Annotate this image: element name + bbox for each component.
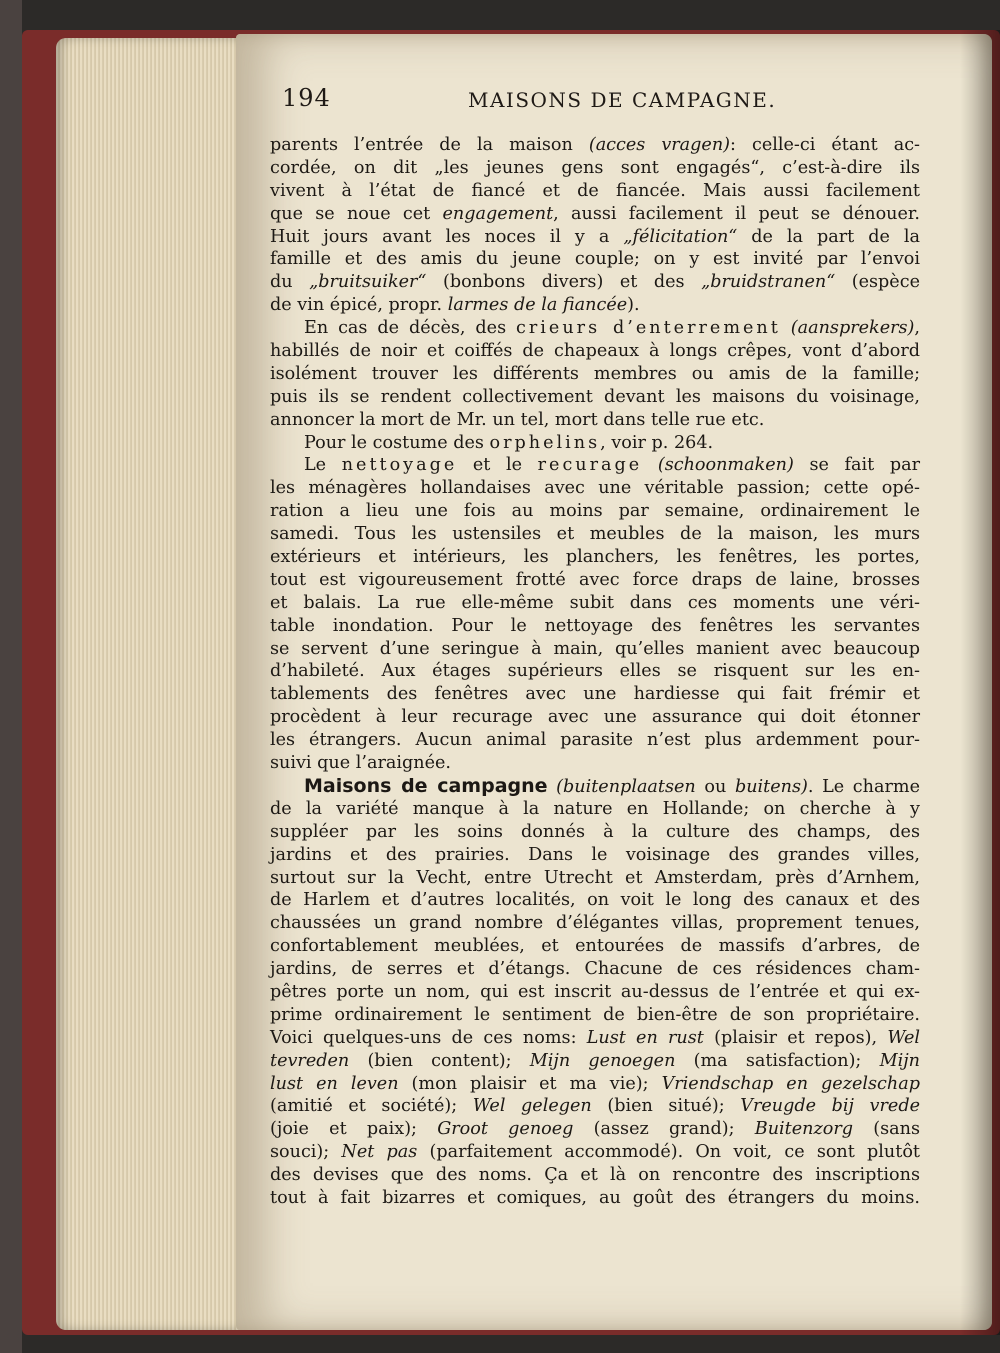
text-run: les ménagères hollandaises avec une véritable passion; cette opé- [270, 478, 920, 499]
text-run: (bien content); [349, 1050, 530, 1071]
text-run: (sans [853, 1119, 921, 1140]
text-line [270, 958, 920, 981]
text-run: (acces vragen) [588, 135, 731, 155]
text-line [270, 1118, 920, 1141]
text-run: Huit jours avant les noces il y a [270, 226, 624, 247]
text-line [270, 1050, 920, 1073]
text-run: (bien situé); [591, 1096, 741, 1117]
text-line [270, 409, 920, 432]
text-run: , [914, 318, 921, 339]
text-line [270, 294, 920, 317]
text-run: se fait par [793, 455, 920, 476]
text-run: jardins, de serres et d’étangs. Chacune de ces résidences cham- [270, 959, 920, 980]
text-run: crieurs d’enterrement [516, 318, 781, 339]
text-line [270, 363, 920, 386]
text-run: suppléer par les soins donnés à la culture des champs, des [270, 821, 920, 842]
text-run: ration a lieu une fois au moins par semaine, ordinairement le [270, 501, 920, 522]
body-text [270, 134, 920, 1210]
text-run: recurage [537, 455, 643, 476]
text-run: (buitenplaatsen [556, 776, 696, 797]
text-run: isolément trouver les différents membres ou amis de la famille; [270, 363, 920, 384]
page-number: 194 [282, 84, 331, 112]
text-run: (joie et paix); [270, 1119, 438, 1140]
text-line [270, 798, 920, 821]
text-line [270, 386, 920, 409]
text-run: tablements des fenêtres avec une hardiesse qui fait frémir et [270, 684, 920, 705]
text-run: jardins et des prairies. Dans le voisinage des grandes villes, [270, 844, 920, 865]
text-run: et balais. La rue elle-même subit dans ces moments une véri- [270, 592, 920, 613]
text-run: „bruidstranen“ [701, 272, 836, 293]
section-heading: Maisons de campagne [304, 774, 548, 797]
text-run: de vin épicé, propr. [270, 295, 448, 316]
text-run: samedi. Tous les ustensiles et meubles de la maison, les murs [270, 524, 920, 545]
text-run: : celle-ci étant ac- [730, 135, 920, 155]
text-run: , voir p. 264. [600, 432, 714, 453]
text-run: souci); [270, 1142, 342, 1163]
text-run: (schoonmaken) [657, 455, 794, 476]
text-run: Buitenzorg [754, 1119, 854, 1140]
text-run: de Harlem et d’autres localités, on voit le long des canaux et des [270, 890, 920, 911]
text-line [270, 981, 920, 1004]
text-run: Net pas [341, 1142, 418, 1163]
text-run: famille et des amis du jeune couple; on y est invité par l’envoi [270, 249, 920, 270]
text-run: (bonbons divers) et des [426, 272, 702, 293]
text-run: d’habileté. Aux étages supérieurs elles se risquent sur les en- [270, 661, 920, 682]
text-line [270, 180, 920, 203]
text-run: table inondation. Pour le nettoyage des fenêtres les servantes [270, 615, 920, 636]
text-run: nettoyage [341, 455, 458, 476]
text-run [781, 318, 791, 338]
text-run: Pour le costume des [304, 432, 490, 453]
text-line [270, 1187, 920, 1210]
text-run: pêtres porte un nom, qui est inscrit au-dessus de l’entrée et qui ex- [270, 981, 920, 1002]
text-line [270, 134, 920, 157]
text-run: et le [457, 455, 538, 476]
text-line [270, 889, 920, 912]
text-line [270, 1095, 920, 1118]
text-run: lust en leven [270, 1073, 399, 1094]
text-line [270, 432, 920, 455]
text-run: habillés de noir et coiffés de chapeaux à longs crêpes, vont d’abord [270, 341, 920, 362]
background-edge [0, 0, 22, 1353]
text-run: extérieurs et intérieurs, les planchers, les fenêtres, les portes, [270, 547, 920, 568]
text-run: tout est vigoureusement frotté avec force draps de laine, brosses [270, 569, 920, 590]
text-run: (mon plaisir et ma vie); [398, 1073, 662, 1094]
text-run: annoncer la mort de Mr. un tel, mort dans telle rue etc. [270, 409, 765, 430]
text-line [270, 546, 920, 569]
text-run: les étrangers. Aucun animal parasite n’est plus ardemment pour- [270, 730, 920, 751]
text-run: du [270, 272, 310, 293]
text-run: cordée, on dit „les jeunes gens sont engagés“, c’est-à-dire ils [270, 157, 920, 178]
text-run: chaussées un grand nombre d’élégantes villas, proprement tenues, [270, 913, 920, 934]
text-line [270, 454, 920, 477]
text-run: . Le charme [807, 776, 920, 797]
text-line [270, 1141, 920, 1164]
text-run: se servent d’une seringue à main, qu’elles manient avec beaucoup [270, 638, 920, 659]
page-header [282, 84, 922, 118]
text-run: de la variété manque à la nature en Hollande; on cherche à y [270, 798, 920, 819]
text-line [270, 660, 920, 683]
text-line [270, 1027, 920, 1050]
text-run: (plaisir et repos), [703, 1027, 888, 1048]
text-run: (amitié et société); [270, 1096, 473, 1117]
text-line [270, 1164, 920, 1187]
text-run: (espèce [835, 272, 920, 293]
text-run: Lust en rust [586, 1027, 704, 1048]
text-run: Voici quelques-uns de ces noms: [270, 1027, 587, 1048]
text-line [270, 775, 920, 798]
text-line [270, 500, 920, 523]
text-line [270, 271, 920, 294]
text-run: confortablement meublées, et entourées de massifs d’arbres, de [270, 936, 920, 957]
text-run: tevreden [270, 1050, 350, 1071]
text-run: (parfaitement accommodé). On voit, ce sont plutôt [417, 1142, 920, 1163]
text-line [270, 638, 920, 661]
text-run: , aussi facilement il peut se dénouer. [553, 203, 920, 224]
text-line [270, 592, 920, 615]
text-run: larmes de la fiancée [447, 295, 628, 316]
text-line [270, 683, 920, 706]
text-run: de la part de la [737, 226, 920, 247]
text-line [270, 317, 920, 340]
text-run: (assez grand); [573, 1119, 755, 1140]
text-line [270, 729, 920, 752]
text-run: Mijn [879, 1050, 920, 1071]
text-line [270, 821, 920, 844]
text-run: „bruitsuiker“ [309, 272, 427, 293]
text-run: procèdent à leur recurage avec une assurance qui doit étonner [270, 707, 920, 728]
text-line [270, 1004, 920, 1027]
text-run: Wel [887, 1027, 920, 1048]
text-line [270, 523, 920, 546]
text-run: „félicitation“ [623, 226, 738, 247]
text-run: (aansprekers) [790, 318, 915, 339]
text-run: parents l’entrée de la maison [270, 135, 589, 155]
text-line [270, 615, 920, 638]
text-run: surtout sur la Vecht, entre Utrecht et Amsterdam, près d’Arnhem, [270, 867, 920, 888]
text-run: (ma satisfaction); [675, 1050, 880, 1071]
text-line [270, 867, 920, 890]
text-line [270, 912, 920, 935]
text-run: suivi que l’araignée. [270, 753, 451, 774]
text-run: orphelins [489, 432, 601, 453]
text-line [270, 203, 920, 226]
text-run: ou [695, 776, 735, 797]
text-run: Mijn genoegen [529, 1050, 676, 1071]
text-line [270, 340, 920, 363]
text-run: vivent à l’état de fiancé et de fiancée. Mais aussi facilement [270, 180, 920, 201]
text-run: Le [304, 455, 342, 476]
text-line [270, 248, 920, 271]
text-run: tout à fait bizarres et comiques, au goût des étrangers du moins. [270, 1187, 920, 1208]
text-run: En cas de décès, des [304, 318, 517, 339]
text-run [642, 455, 658, 475]
text-line [270, 477, 920, 500]
text-line [270, 844, 920, 867]
text-line [270, 569, 920, 592]
text-run: des devises que des noms. Ça et là on rencontre des inscriptions [270, 1165, 920, 1186]
text-run: prime ordinairement le sentiment de bien-être de son propriétaire. [270, 1004, 920, 1025]
text-line [270, 706, 920, 729]
text-run: ). [627, 295, 640, 316]
text-line [270, 1073, 920, 1096]
text-run: que se noue cet [270, 203, 443, 224]
text-run: buitens) [734, 776, 808, 797]
text-line [270, 752, 920, 775]
text-run: engagement [442, 203, 554, 224]
text-run: Groot genoeg [437, 1119, 574, 1140]
gutter-shadow [960, 30, 1000, 1335]
text-run: Vreugde bij vrede [740, 1096, 920, 1117]
text-run: puis ils se rendent collectivement devant les maisons du voisinage, [270, 386, 920, 407]
text-run: Wel gelegen [472, 1096, 592, 1117]
running-title: MAISONS DE CAMPAGNE. [468, 88, 777, 112]
text-line [270, 157, 920, 180]
text-run: Vriendschap en gezelschap [661, 1073, 920, 1094]
text-line [270, 226, 920, 249]
text-run [548, 777, 557, 797]
text-line [270, 935, 920, 958]
